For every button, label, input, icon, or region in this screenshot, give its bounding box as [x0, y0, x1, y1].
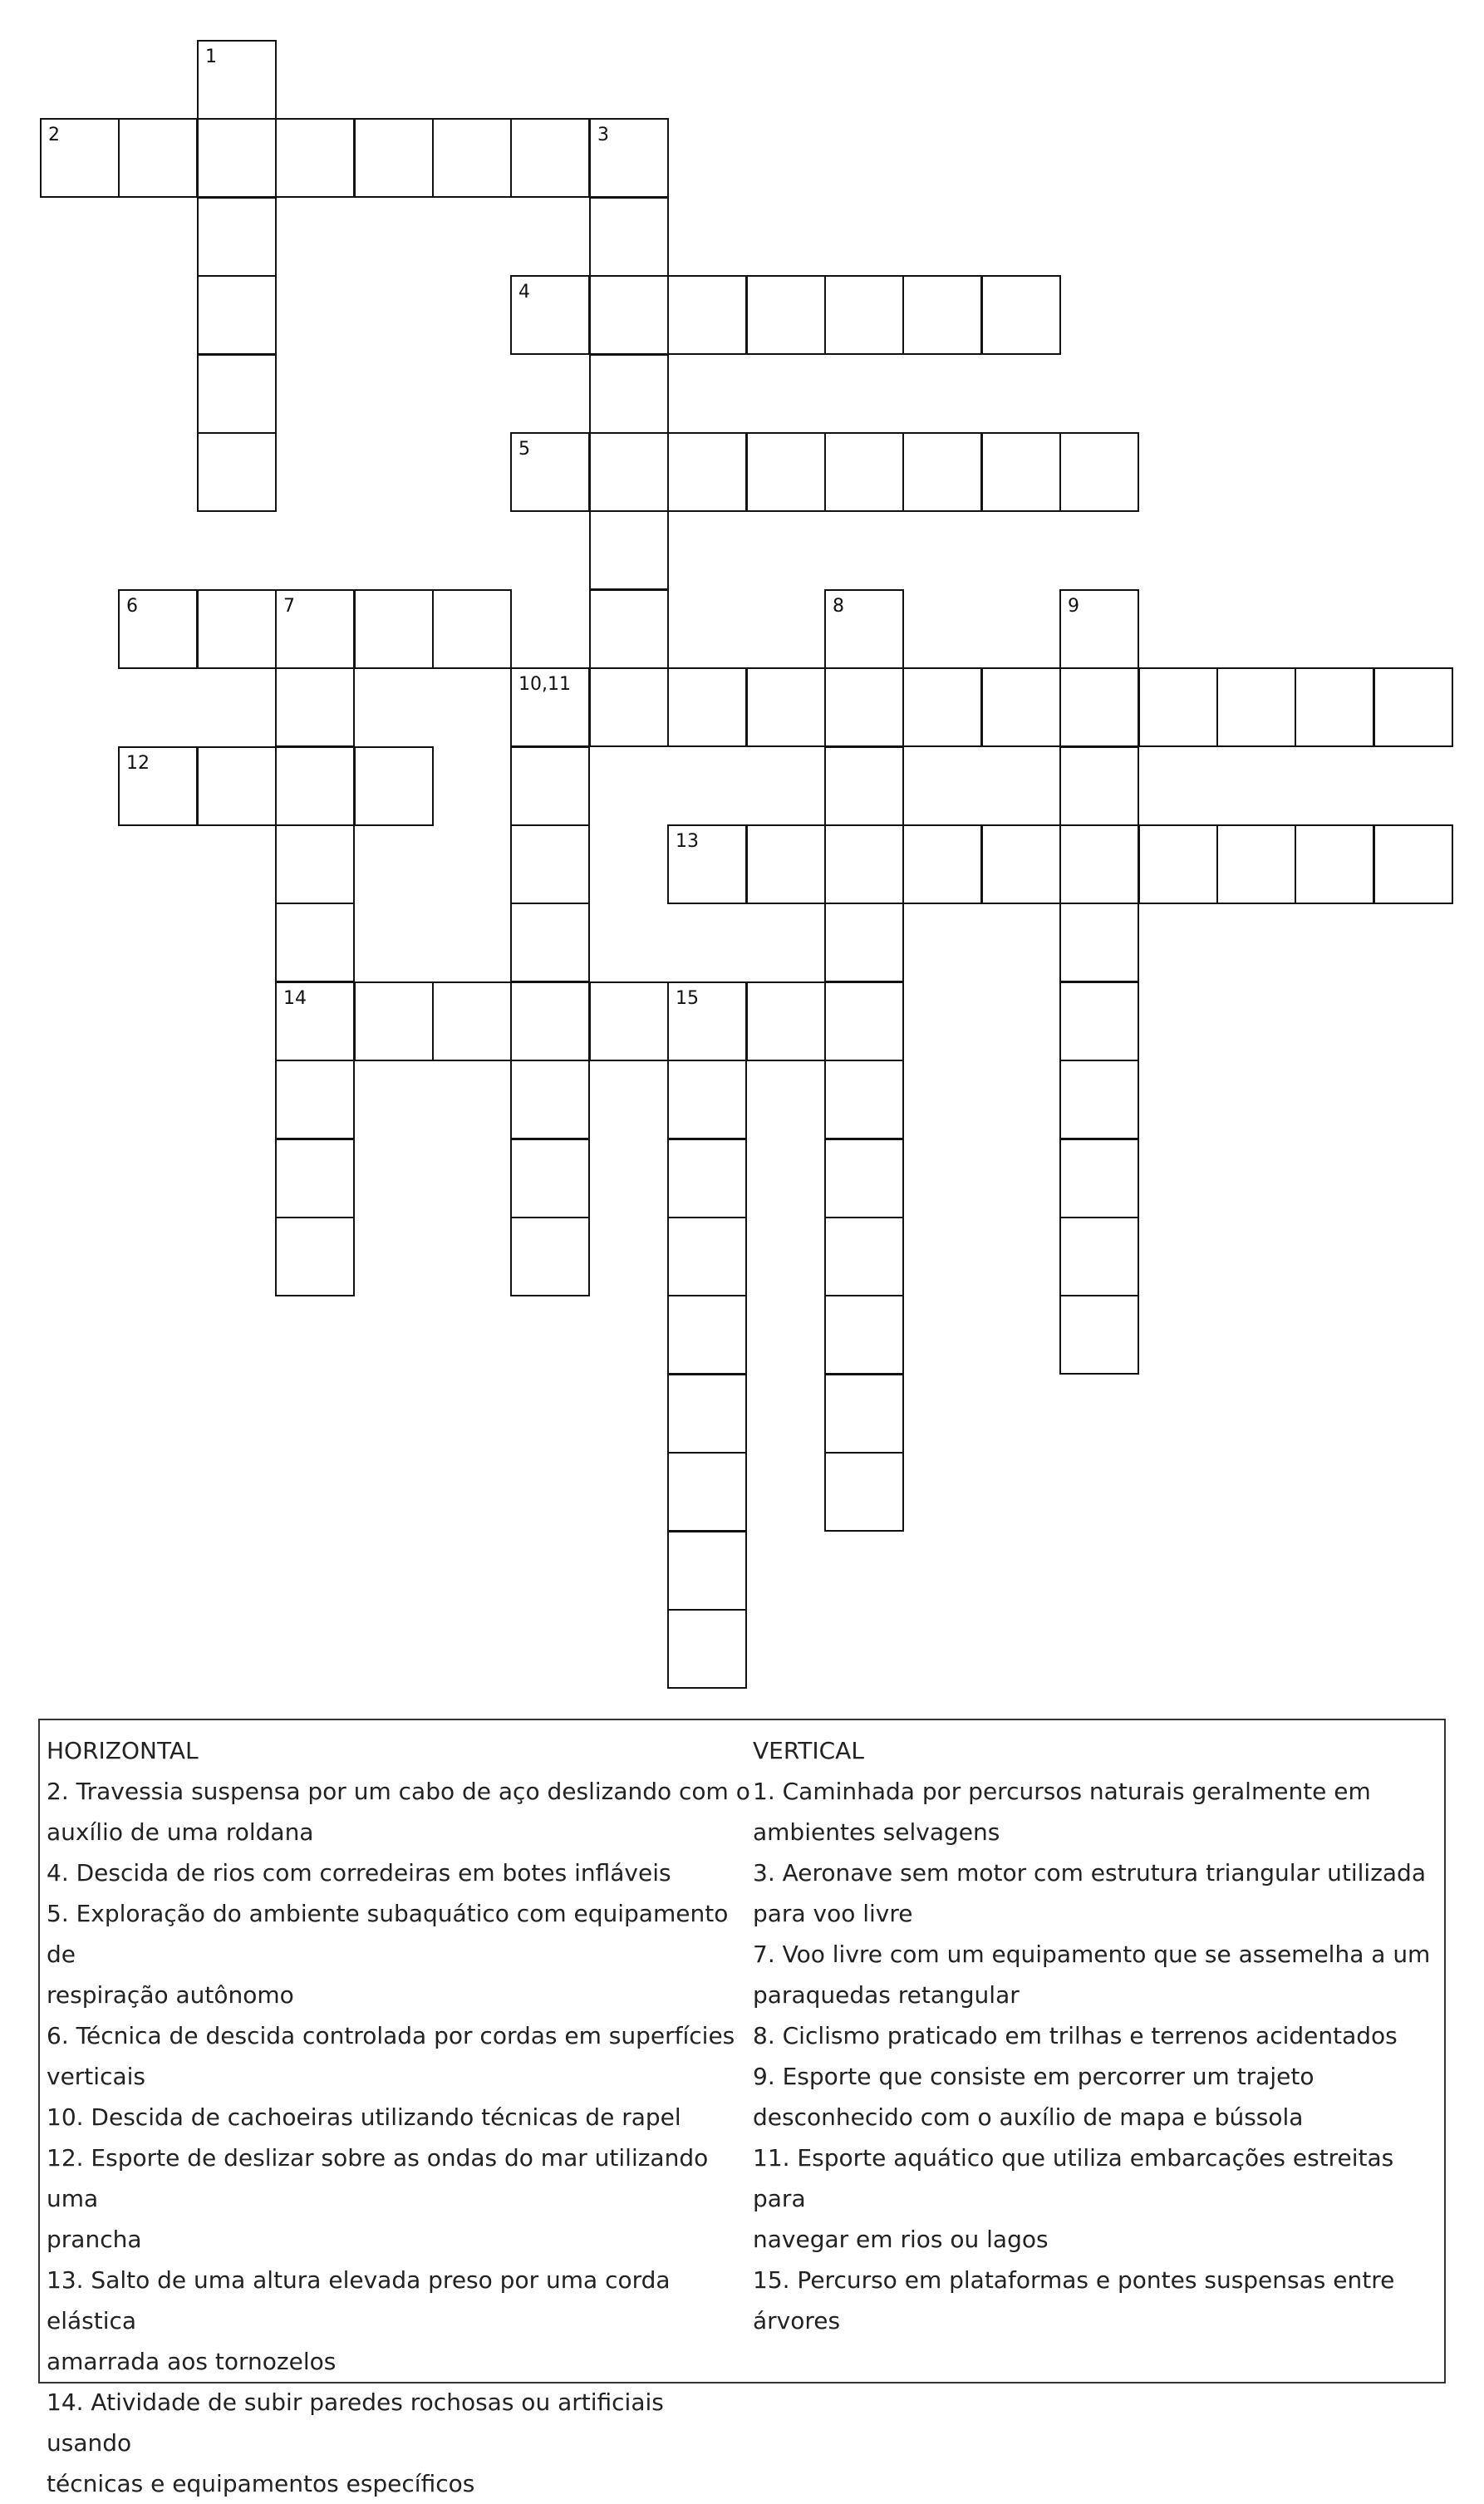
crossword-cell[interactable]: [197, 432, 277, 512]
clue-line: 12. Esporte de deslizar sobre as ondas do mar utilizando uma: [47, 2144, 709, 2212]
crossword-cell[interactable]: [746, 432, 826, 512]
clue-number: 5: [518, 439, 530, 460]
crossword-cell[interactable]: [589, 667, 669, 747]
clue-number: 12: [126, 753, 150, 774]
clue-line: VERTICAL: [753, 1737, 864, 1764]
crossword-cell[interactable]: [118, 746, 198, 826]
clue-line: técnicas e equipamentos específicos: [47, 2470, 475, 2497]
clue-number: 9: [1068, 596, 1079, 617]
crossword-cell[interactable]: [824, 981, 904, 1061]
clue-line: 7. Voo livre com um equipamento que se assemelha a um: [753, 1941, 1431, 1968]
crossword-cell[interactable]: [981, 824, 1061, 904]
crossword-cell[interactable]: [1059, 432, 1139, 512]
clue-line: 5. Exploração do ambiente subaquático com equipamento de: [47, 1900, 729, 1968]
crossword-cell[interactable]: [510, 667, 590, 747]
crossword-cell[interactable]: [667, 1374, 747, 1454]
crossword-cell[interactable]: [1216, 667, 1296, 747]
crossword-cell[interactable]: [981, 275, 1061, 355]
crossword-cell[interactable]: [981, 667, 1061, 747]
crossword-cell[interactable]: [1059, 1217, 1139, 1296]
crossword-cell[interactable]: [589, 118, 669, 198]
crossword-cell[interactable]: [1059, 1295, 1139, 1375]
crossword-cell[interactable]: [354, 589, 434, 669]
crossword-cell[interactable]: [197, 589, 277, 669]
crossword-cell[interactable]: [824, 1295, 904, 1375]
crossword-cell[interactable]: [275, 589, 355, 669]
clue-number: 1: [205, 47, 217, 67]
crossword-cell[interactable]: [589, 197, 669, 277]
crossword-cell[interactable]: [667, 275, 747, 355]
crossword-cell[interactable]: [1295, 824, 1374, 904]
crossword-cell[interactable]: [824, 1217, 904, 1296]
crossword-cell[interactable]: [824, 1139, 904, 1218]
clue-number: 3: [597, 125, 609, 145]
crossword-cell[interactable]: [824, 1452, 904, 1532]
clue-line: paraquedas retangular: [753, 1981, 1020, 2009]
crossword-cell[interactable]: [197, 118, 277, 198]
crossword-cell[interactable]: [824, 589, 904, 669]
crossword-cell[interactable]: [667, 981, 747, 1061]
crossword-cell[interactable]: [902, 667, 982, 747]
crossword-cell[interactable]: [354, 746, 434, 826]
crossword-cell[interactable]: [197, 197, 277, 277]
crossword-cell[interactable]: [902, 824, 982, 904]
crossword-cell[interactable]: [510, 432, 590, 512]
clue-line: 14. Atividade de subir paredes rochosas ou artificiais usando: [47, 2388, 664, 2457]
clue-line: navegar em rios ou lagos: [753, 2226, 1049, 2253]
crossword-cell[interactable]: [510, 981, 590, 1061]
crossword-cell[interactable]: [1373, 824, 1453, 904]
crossword-cell[interactable]: [824, 824, 904, 904]
clue-line: 11. Esporte aquático que utiliza embarcações estreitas para: [753, 2144, 1394, 2212]
clue-number: 4: [518, 282, 530, 303]
clue-line: desconhecido com o auxílio de mapa e bússola: [753, 2103, 1304, 2131]
crossword-cell[interactable]: [40, 118, 120, 198]
clue-line: verticais: [47, 2063, 145, 2090]
crossword-cell[interactable]: [275, 1217, 355, 1296]
crossword-cell[interactable]: [824, 903, 904, 982]
crossword-cell[interactable]: [746, 981, 826, 1061]
crossword-cell[interactable]: [824, 275, 904, 355]
clue-number: 6: [126, 596, 138, 617]
crossword-cell[interactable]: [275, 746, 355, 826]
crossword-cell[interactable]: [667, 824, 747, 904]
crossword-cell[interactable]: [589, 981, 669, 1061]
crossword-cell[interactable]: [118, 118, 198, 198]
crossword-cell[interactable]: [275, 903, 355, 982]
crossword-cell[interactable]: [824, 667, 904, 747]
horizontal-clues: [47, 1730, 753, 2504]
clue-number: 2: [48, 125, 60, 145]
clue-line: 2. Travessia suspensa por um cabo de aço deslizando com o: [47, 1778, 750, 1805]
clue-line: HORIZONTAL: [47, 1737, 199, 1764]
crossword-cell[interactable]: [510, 746, 590, 826]
clue-number: 15: [676, 988, 699, 1009]
crossword-cell[interactable]: [1138, 824, 1218, 904]
crossword-cell[interactable]: [667, 667, 747, 747]
crossword-cell[interactable]: [589, 510, 669, 590]
crossword-cell[interactable]: [667, 1217, 747, 1296]
crossword-cell[interactable]: [510, 118, 590, 198]
crossword-cell[interactable]: [275, 667, 355, 747]
clue-line: 9. Esporte que consiste em percorrer um trajeto: [753, 2063, 1314, 2090]
crossword-cell[interactable]: [432, 981, 512, 1061]
crossword-cell[interactable]: [118, 589, 198, 669]
crossword-cell[interactable]: [510, 1217, 590, 1296]
crossword-cell[interactable]: [589, 354, 669, 434]
clue-line: para voo livre: [753, 1900, 913, 1927]
crossword-cell[interactable]: [824, 746, 904, 826]
crossword-cell[interactable]: [589, 275, 669, 355]
crossword-cell[interactable]: [275, 1139, 355, 1218]
clue-line: 13. Salto de uma altura elevada preso por uma corda elástica: [47, 2266, 671, 2334]
clues-box: [38, 1719, 1446, 2497]
crossword-cell[interactable]: [197, 746, 277, 826]
clue-line: 6. Técnica de descida controlada por cordas em superfícies: [47, 2022, 735, 2049]
crossword-cell[interactable]: [354, 981, 434, 1061]
crossword-cell[interactable]: [667, 1295, 747, 1375]
crossword-cell[interactable]: [1138, 667, 1218, 747]
clue-number: 10,11: [518, 674, 571, 695]
crossword-cell[interactable]: [1059, 589, 1139, 669]
crossword-cell[interactable]: [667, 1531, 747, 1611]
clue-line: 1. Caminhada por percursos naturais geralmente em: [753, 1778, 1371, 1805]
crossword-cell[interactable]: [1059, 824, 1139, 904]
crossword-cell[interactable]: [510, 824, 590, 904]
crossword-cell[interactable]: [275, 118, 355, 198]
vertical-clues: [753, 1730, 1442, 2341]
clue-line: 8. Ciclismo praticado em trilhas e terrenos acidentados: [753, 2022, 1398, 2049]
crossword-cell[interactable]: [1059, 903, 1139, 982]
crossword-cell[interactable]: [432, 118, 512, 198]
crossword-cell[interactable]: [824, 1374, 904, 1454]
clue-line: prancha: [47, 2226, 142, 2253]
crossword-cell[interactable]: [432, 589, 512, 669]
crossword-cell[interactable]: [1059, 1060, 1139, 1139]
clue-line: 3. Aeronave sem motor com estrutura triangular utilizada: [753, 1859, 1426, 1887]
clue-line: amarrada aos tornozelos: [47, 2348, 337, 2375]
crossword-cell[interactable]: [746, 667, 826, 747]
crossword-cell[interactable]: [197, 40, 277, 120]
clue-line: ambientes selvagens: [753, 1818, 1000, 1846]
crossword-cell[interactable]: [275, 824, 355, 904]
crossword-cell[interactable]: [1059, 981, 1139, 1061]
clue-number: 13: [676, 831, 699, 852]
crossword-cell[interactable]: [589, 589, 669, 669]
crossword-cell[interactable]: [510, 1060, 590, 1139]
crossword-cell[interactable]: [275, 981, 355, 1061]
clue-line: 15. Percurso em plataformas e pontes suspensas entre: [753, 2266, 1395, 2294]
crossword-cell[interactable]: [746, 824, 826, 904]
crossword-cell[interactable]: [746, 275, 826, 355]
clue-line: 10. Descida de cachoeiras utilizando técnicas de rapel: [47, 2103, 681, 2131]
crossword-cell[interactable]: [1059, 667, 1139, 747]
clue-line: árvores: [753, 2307, 841, 2334]
crossword-cell[interactable]: [1059, 1139, 1139, 1218]
crossword-cell[interactable]: [197, 354, 277, 434]
crossword-cell[interactable]: [1373, 667, 1453, 747]
crossword-cell[interactable]: [667, 1452, 747, 1532]
crossword-cell[interactable]: [275, 1060, 355, 1139]
crossword-cell[interactable]: [510, 1139, 590, 1218]
clue-line: respiração autônomo: [47, 1981, 294, 2009]
clue-line: auxílio de uma roldana: [47, 1818, 314, 1846]
crossword-cell[interactable]: [902, 275, 982, 355]
crossword-cell[interactable]: [197, 275, 277, 355]
crossword-cell[interactable]: [902, 432, 982, 512]
crossword-cell[interactable]: [824, 432, 904, 512]
clue-number: 8: [833, 596, 844, 617]
crossword-cell[interactable]: [667, 1060, 747, 1139]
crossword-cell[interactable]: [589, 432, 669, 512]
clue-number: 7: [283, 596, 295, 617]
clue-line: 4. Descida de rios com corredeiras em botes infláveis: [47, 1859, 671, 1887]
crossword-cell[interactable]: [510, 275, 590, 355]
crossword-cell[interactable]: [510, 903, 590, 982]
crossword-cell[interactable]: [667, 432, 747, 512]
crossword-cell[interactable]: [1295, 667, 1374, 747]
crossword-cell[interactable]: [667, 1609, 747, 1689]
crossword-cell[interactable]: [824, 1060, 904, 1139]
crossword-cell[interactable]: [667, 1139, 747, 1218]
crossword-cell[interactable]: [354, 118, 434, 198]
clue-number: 14: [283, 988, 307, 1009]
crossword-cell[interactable]: [1216, 824, 1296, 904]
crossword-cell[interactable]: [981, 432, 1061, 512]
crossword-cell[interactable]: [1059, 746, 1139, 826]
